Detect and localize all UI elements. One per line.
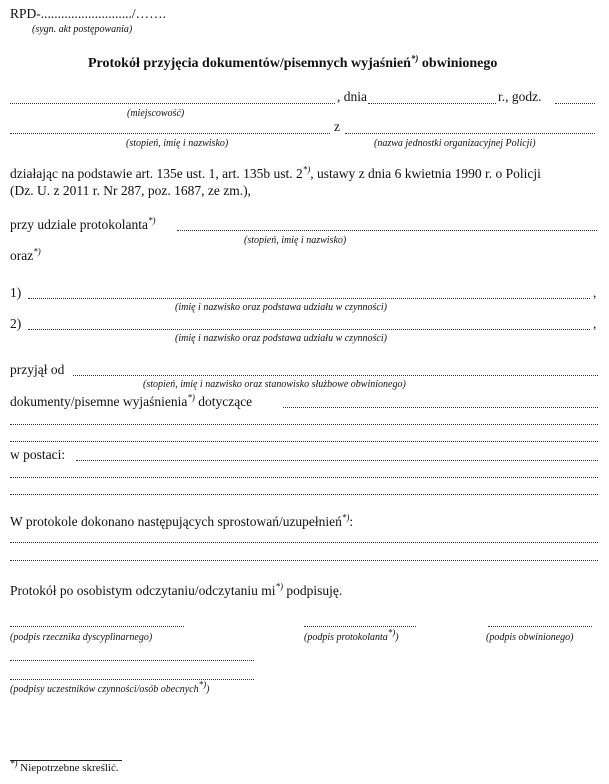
form-label: w postaci: bbox=[10, 447, 66, 462]
document-title: Protokół przyjęcia dokumentów/pisemnych wyjaśnień*) obwinionego bbox=[88, 53, 498, 71]
received-caption: (stopień, imię i nazwisko oraz stanowisko służbowe obwinionego) bbox=[143, 379, 406, 390]
documents-label: dokumenty/pisemne wyjaśnienia*) dotyczące bbox=[10, 392, 253, 409]
received-label: przyjął od bbox=[10, 362, 65, 377]
clerk-field[interactable] bbox=[177, 230, 597, 231]
officer-caption: (stopień, imię i nazwisko) bbox=[126, 138, 229, 149]
also-label: oraz*) bbox=[10, 246, 41, 263]
place-caption: (miejscowość) bbox=[127, 108, 185, 119]
participant-1-comma: , bbox=[593, 285, 597, 300]
participants-signature-field-2[interactable] bbox=[10, 679, 254, 680]
participant-2-comma: , bbox=[593, 316, 597, 331]
corrections-field-1[interactable] bbox=[10, 542, 598, 543]
form-field-2[interactable] bbox=[10, 477, 598, 478]
participant-2-field[interactable] bbox=[28, 329, 590, 330]
participant-1-number: 1) bbox=[10, 285, 22, 300]
unit-caption: (nazwa jednostki organizacyjnej Policji) bbox=[374, 138, 536, 149]
clerk-signature-field[interactable] bbox=[304, 626, 416, 627]
clerk-label: przy udziale protokolanta*) bbox=[10, 215, 156, 232]
hour-field[interactable] bbox=[555, 103, 595, 104]
participant-1-caption: (imię i nazwisko oraz podstawa udziału w czynności) bbox=[175, 302, 387, 313]
accused-signature-caption: (podpis obwinionego) bbox=[486, 632, 574, 643]
documents-field-2[interactable] bbox=[10, 424, 598, 425]
date-label: , dnia bbox=[337, 89, 367, 104]
accused-signature-field[interactable] bbox=[488, 626, 592, 627]
participant-2-number: 2) bbox=[10, 316, 22, 331]
date-field[interactable] bbox=[368, 103, 496, 104]
form-field-3[interactable] bbox=[10, 494, 598, 495]
footnote: *) Niepotrzebne skreślić. bbox=[10, 758, 119, 774]
participant-1-field[interactable] bbox=[28, 298, 590, 299]
documents-field-1[interactable] bbox=[283, 407, 598, 408]
form-field-1[interactable] bbox=[76, 460, 598, 461]
legal-basis-line-2: (Dz. U. z 2011 r. Nr 287, poz. 1687, ze zm.), bbox=[10, 183, 251, 198]
documents-field-3[interactable] bbox=[10, 441, 598, 442]
corrections-label: W protokole dokonano następujących sprostowań/uzupełnień*): bbox=[10, 512, 354, 529]
received-field[interactable] bbox=[73, 375, 598, 376]
disciplinary-officer-signature-caption: (podpis rzecznika dyscyplinarnego) bbox=[10, 632, 153, 643]
participants-signature-field-1[interactable] bbox=[10, 660, 254, 661]
from-label: z bbox=[334, 119, 340, 134]
clerk-caption: (stopień, imię i nazwisko) bbox=[244, 235, 347, 246]
participants-signature-caption: (podpisy uczestników czynności/osób obecnych*)) bbox=[10, 679, 210, 695]
signoff-statement: Protokół po osobistym odczytaniu/odczytaniu mi*) podpisuję. bbox=[10, 581, 343, 598]
corrections-field-2[interactable] bbox=[10, 560, 598, 561]
disciplinary-officer-signature-field[interactable] bbox=[10, 626, 184, 627]
legal-basis-line-1: działając na podstawie art. 135e ust. 1, art. 135b ust. 2*), ustawy z dnia 6 kwietnia 1990 r. o Policji bbox=[10, 164, 541, 181]
case-signature-caption: (sygn. akt postępowania) bbox=[32, 24, 133, 35]
unit-field[interactable] bbox=[345, 133, 595, 134]
participant-2-caption: (imię i nazwisko oraz podstawa udziału w czynności) bbox=[175, 333, 387, 344]
place-field[interactable] bbox=[10, 103, 335, 104]
officer-field[interactable] bbox=[10, 133, 330, 134]
clerk-signature-caption: (podpis protokolanta*)) bbox=[304, 627, 399, 643]
case-signature: RPD-.........................../……. bbox=[10, 6, 167, 21]
year-hour-label: r., godz. bbox=[498, 89, 542, 104]
footnote-separator bbox=[10, 760, 122, 761]
